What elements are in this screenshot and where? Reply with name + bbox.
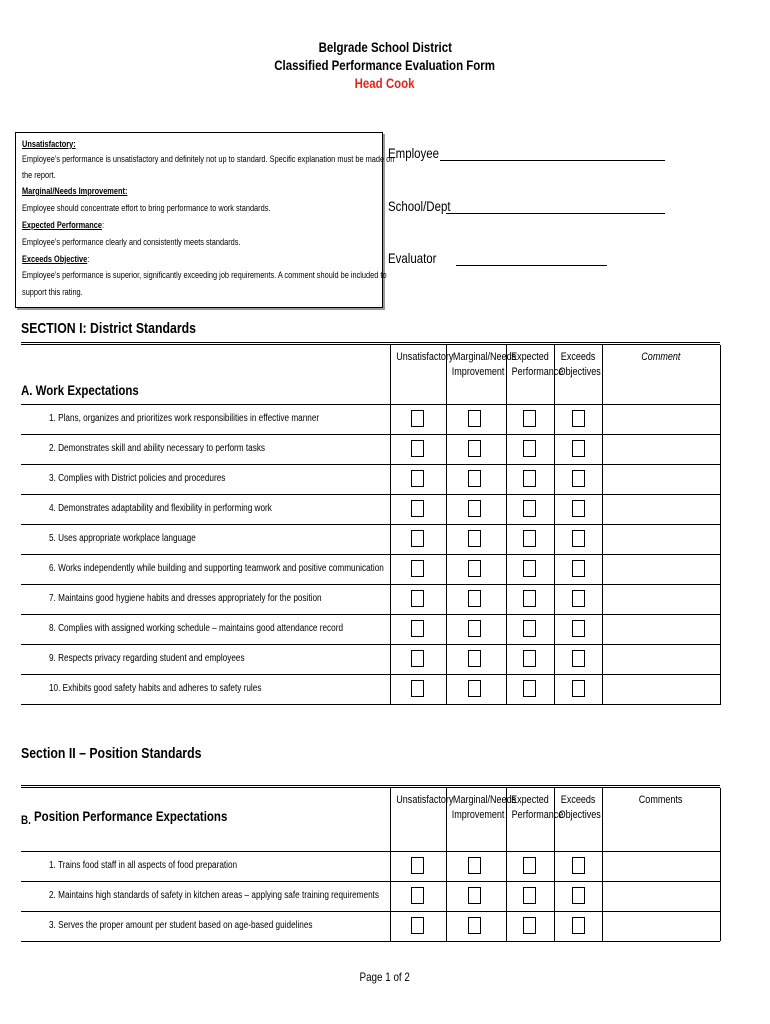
s2-item-label: 3. Serves the proper amount per student based on age-based guidelines: [49, 920, 313, 931]
school-dept-line[interactable]: [446, 213, 665, 214]
s1-checkbox-exceeds[interactable]: [572, 560, 585, 577]
col2-expected: Expected Performance: [511, 794, 564, 821]
s1-row-divider: [21, 704, 720, 705]
s1-checkbox-unsatisfactory[interactable]: [411, 620, 424, 637]
s1-checkbox-expected[interactable]: [523, 650, 536, 667]
s1-item-label: 5. Uses appropriate workplace language: [49, 533, 196, 544]
work-expectations-title: A. Work Expectations: [21, 382, 139, 398]
legend-marginal-text: Employee should concentrate effort to bring performance to work standards.: [22, 203, 271, 213]
position-title: Head Cook: [355, 75, 415, 91]
s2-checkbox-marginal[interactable]: [468, 857, 481, 874]
s1-checkbox-exceeds[interactable]: [572, 680, 585, 697]
legend-unsatisfactory-title: Unsatisfactory:: [22, 139, 76, 149]
s1-item-label: 7. Maintains good hygiene habits and dresses appropriately for the position: [49, 593, 322, 604]
s1-col-divider: [554, 345, 555, 705]
s2-col-divider: [602, 788, 603, 941]
s1-right-border: [720, 345, 721, 705]
col-unsatisfactory: Unsatisfactory: [396, 351, 454, 363]
s2-checkbox-unsatisfactory[interactable]: [411, 857, 424, 874]
section2-title: Section II – Position Standards: [21, 745, 202, 762]
legend-unsatisfactory-text-cont: the report.: [22, 170, 56, 180]
s2-checkbox-exceeds[interactable]: [572, 887, 585, 904]
s2-row-divider: [21, 941, 720, 942]
legend-marginal-title: Marginal/Needs Improvement:: [22, 186, 128, 196]
s1-checkbox-exceeds[interactable]: [572, 410, 585, 427]
s1-item-label: 10. Exhibits good safety habits and adheres to safety rules: [49, 683, 262, 694]
col-expected: Expected Performance: [511, 351, 564, 378]
legend-exceeds-text-cont: support this rating.: [22, 287, 83, 297]
evaluator-label: Evaluator: [388, 250, 437, 266]
s2-row-divider: [21, 851, 720, 852]
legend-expected-colon: :: [101, 220, 105, 230]
s1-checkbox-unsatisfactory[interactable]: [411, 470, 424, 487]
s1-col-divider: [506, 345, 507, 705]
s1-row-divider: [21, 554, 720, 555]
col2-comments: Comments: [639, 794, 683, 806]
col-exceeds: Exceeds Objectives: [558, 351, 601, 378]
s1-col-divider: [602, 345, 603, 705]
s1-checkbox-unsatisfactory[interactable]: [411, 440, 424, 457]
s1-checkbox-expected[interactable]: [523, 500, 536, 517]
s2-checkbox-unsatisfactory[interactable]: [411, 917, 424, 934]
school-dept-label: School/Dept: [388, 198, 451, 214]
s1-col-divider: [446, 345, 447, 705]
s1-item-label: 1. Plans, organizes and prioritizes work responsibilities in effective manner: [49, 413, 320, 424]
legend-exceeds-text: Employee’s performance is superior, significantly exceeding job requirements. A comment should be included to: [22, 270, 387, 280]
s2-row-divider: [21, 881, 720, 882]
s1-checkbox-unsatisfactory[interactable]: [411, 680, 424, 697]
s1-checkbox-expected[interactable]: [523, 440, 536, 457]
s1-checkbox-unsatisfactory[interactable]: [411, 410, 424, 427]
s1-checkbox-unsatisfactory[interactable]: [411, 590, 424, 607]
legend-exceeds-title: Exceeds Objective: [22, 254, 88, 264]
s1-row-divider: [21, 614, 720, 615]
s1-checkbox-unsatisfactory[interactable]: [411, 500, 424, 517]
s1-checkbox-marginal[interactable]: [468, 590, 481, 607]
s1-item-label: 9. Respects privacy regarding student and employees: [49, 653, 245, 664]
s1-checkbox-exceeds[interactable]: [572, 530, 585, 547]
s1-row-divider: [21, 494, 720, 495]
s1-col-divider: [390, 345, 391, 705]
s1-item-label: 4. Demonstrates adaptability and flexibility in performing work: [49, 503, 272, 514]
col-comment: Comment: [641, 351, 681, 363]
section1-rule: [21, 342, 720, 345]
s1-checkbox-expected[interactable]: [523, 560, 536, 577]
col2-marginal: Marginal/Needs Improvement: [451, 794, 517, 821]
s1-checkbox-marginal[interactable]: [468, 440, 481, 457]
employee-line[interactable]: [440, 160, 665, 161]
form-title: Classified Performance Evaluation Form: [274, 57, 496, 73]
s2-checkbox-marginal[interactable]: [468, 887, 481, 904]
s1-checkbox-marginal[interactable]: [468, 650, 481, 667]
s1-checkbox-unsatisfactory[interactable]: [411, 560, 424, 577]
s1-checkbox-marginal[interactable]: [468, 560, 481, 577]
s1-checkbox-unsatisfactory[interactable]: [411, 530, 424, 547]
s1-item-label: 8. Complies with assigned working schedule – maintains good attendance record: [49, 623, 344, 634]
s1-checkbox-expected[interactable]: [523, 620, 536, 637]
s1-checkbox-marginal[interactable]: [468, 470, 481, 487]
legend-exceeds-colon: :: [87, 254, 90, 264]
employee-label: Employee: [388, 145, 440, 161]
s1-item-label: 3. Complies with District policies and procedures: [49, 473, 226, 484]
s1-item-label: 6. Works independently while building and supporting teamwork and positive communication: [49, 563, 384, 574]
s1-checkbox-expected[interactable]: [523, 410, 536, 427]
s1-row-divider: [21, 464, 720, 465]
s2-row-divider: [21, 911, 720, 912]
section1-title: SECTION I: District Standards: [21, 320, 196, 337]
s1-checkbox-marginal[interactable]: [468, 620, 481, 637]
s2-checkbox-exceeds[interactable]: [572, 857, 585, 874]
section2-rule: [21, 785, 720, 788]
s1-checkbox-marginal[interactable]: [468, 410, 481, 427]
s1-checkbox-exceeds[interactable]: [572, 500, 585, 517]
s2-checkbox-marginal[interactable]: [468, 917, 481, 934]
s2-checkbox-expected[interactable]: [523, 857, 536, 874]
rating-legend: [15, 132, 395, 308]
s1-row-divider: [21, 524, 720, 525]
s1-checkbox-unsatisfactory[interactable]: [411, 650, 424, 667]
s1-checkbox-exceeds[interactable]: [572, 620, 585, 637]
page-number: Page 1 of 2: [359, 970, 411, 984]
s2-right-border: [720, 788, 721, 941]
s2-checkbox-exceeds[interactable]: [572, 917, 585, 934]
s2-checkbox-expected[interactable]: [523, 917, 536, 934]
s2-checkbox-expected[interactable]: [523, 887, 536, 904]
legend-unsatisfactory-text: Employee’s performance is unsatisfactory and definitely not up to standard. Specific explanation must be made on: [22, 154, 395, 164]
s1-checkbox-marginal[interactable]: [468, 500, 481, 517]
legend-expected-text: Employee’s performance clearly and consistently meets standards.: [22, 237, 241, 247]
col2-unsatisfactory: Unsatisfactory: [396, 794, 454, 806]
s1-checkbox-exceeds[interactable]: [572, 470, 585, 487]
s1-row-divider: [21, 584, 720, 585]
s1-checkbox-marginal[interactable]: [468, 530, 481, 547]
s1-checkbox-exceeds[interactable]: [572, 440, 585, 457]
legend-expected-title: Expected Performance: [22, 220, 102, 230]
s1-checkbox-expected[interactable]: [523, 470, 536, 487]
s1-checkbox-expected[interactable]: [523, 680, 536, 697]
s2-item-label: 2. Maintains high standards of safety in kitchen areas – applying safe training requirements: [49, 890, 380, 901]
s1-checkbox-expected[interactable]: [523, 590, 536, 607]
position-expectations-title: B. Position Performance Expectations: [21, 808, 228, 827]
s1-row-divider: [21, 404, 720, 405]
s1-row-divider: [21, 434, 720, 435]
s1-row-divider: [21, 644, 720, 645]
s1-checkbox-exceeds[interactable]: [572, 590, 585, 607]
s2-item-label: 1. Trains food staff in all aspects of food preparation: [49, 860, 238, 871]
s1-checkbox-marginal[interactable]: [468, 680, 481, 697]
s2-checkbox-unsatisfactory[interactable]: [411, 887, 424, 904]
evaluator-line[interactable]: [456, 265, 607, 266]
s1-checkbox-exceeds[interactable]: [572, 650, 585, 667]
district-name: Belgrade School District: [318, 39, 452, 55]
s1-checkbox-expected[interactable]: [523, 530, 536, 547]
s1-item-label: 2. Demonstrates skill and ability necessary to perform tasks: [49, 443, 266, 454]
s1-row-divider: [21, 674, 720, 675]
col-marginal: Marginal/Needs Improvement: [451, 351, 517, 378]
s2-col-divider: [390, 788, 391, 941]
col2-exceeds: Exceeds Objectives: [558, 794, 601, 821]
